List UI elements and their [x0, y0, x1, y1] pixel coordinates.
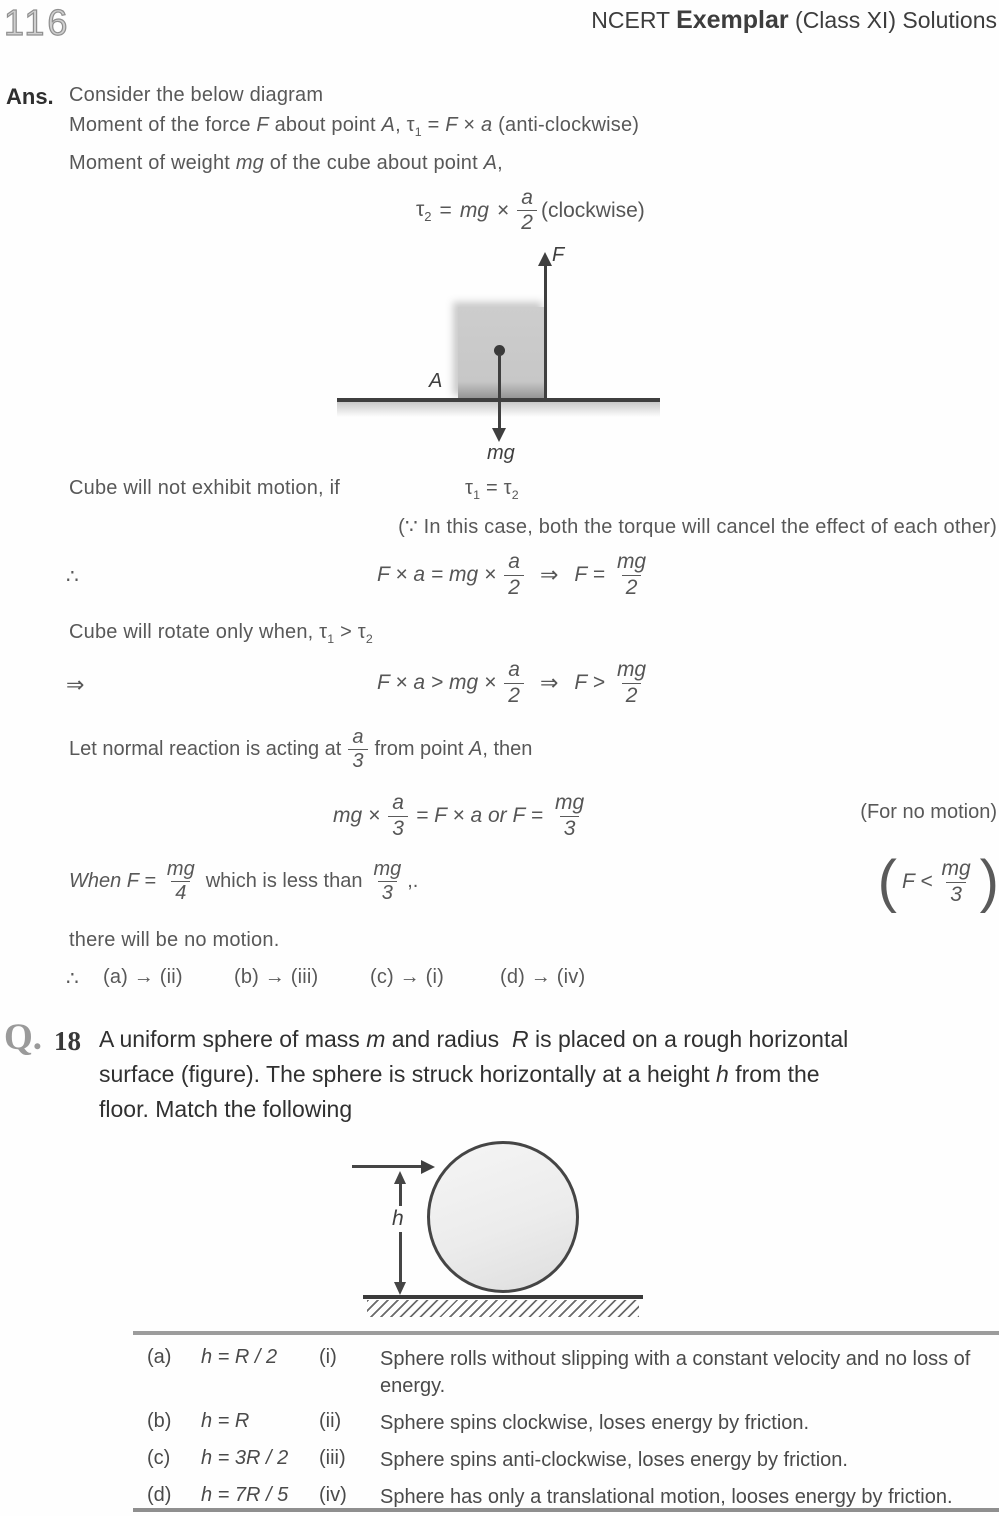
match-c: (c) → (i) [370, 966, 444, 988]
row-key: (a) [147, 1346, 172, 1368]
equation-rotate: F × a > mg × $\frac{a}{2}$ ⇒ F > $\frac{mg}{2}$ [377, 658, 647, 707]
row-key: (d) [147, 1484, 172, 1506]
question-label: Q. [4, 1017, 43, 1058]
question-line-2: surface (figure). The sphere is struck horizontally at a height h from the [99, 1061, 820, 1087]
line-rotate: Cube will rotate only when, $\tau_1 > \tau_2$ [69, 621, 373, 646]
row-roman: (iv) [319, 1484, 347, 1506]
strike-arrow-line [352, 1165, 424, 1168]
height-arrow-head-down [394, 1282, 406, 1295]
equation-balance: F × a = mg × $\frac{a}{2}$ ⇒ F = $\frac{mg}{2}$ [377, 550, 647, 599]
line-conclusion: there will be no motion. [69, 929, 280, 951]
row-equation: h = R / 2 [201, 1346, 278, 1368]
row-key: (c) [147, 1447, 171, 1469]
match-d: (d) → (iv) [500, 966, 586, 988]
equation-rotate-row [0, 654, 999, 714]
answer-matches-row: ∴ (a) → (ii) (b) → (iii) (c) → (i) (d) → (iv) [66, 966, 586, 990]
rough-ground-line [363, 1295, 643, 1299]
row-description: Sphere rolls without slipping with a constant velocity and no loss of energy. [380, 1348, 971, 1397]
tau-equality: $\tau_1 = \tau_2$ [465, 477, 519, 502]
ground-shadow [337, 402, 660, 417]
close-paren: ) [979, 848, 999, 914]
row-description: Sphere has only a translational motion, looses energy by friction. [380, 1486, 953, 1508]
answer-line-moment-force: Moment of the force F about point A, $\tau_1 = F \times a$ (anti-clockwise) [69, 114, 640, 139]
answer-line-moment-weight: Moment of weight mg of the cube about point A, [69, 152, 503, 174]
force-label: F [552, 244, 565, 266]
weight-arrow-head [492, 428, 506, 442]
equation-balance-row [0, 546, 999, 606]
ground-hatching [367, 1300, 639, 1317]
row-description: Sphere spins clockwise, loses energy by friction. [380, 1412, 810, 1434]
question-line-3: floor. Match the following [99, 1096, 353, 1122]
equation-normal: mg × $\frac{a}{3}$ = F × a or F = $\frac{mg}{3}$ [333, 791, 585, 840]
line-because: (∵ In this case, both the torque will cancel the effect of each other) [398, 516, 997, 538]
weight-label: mg [487, 442, 515, 464]
line-when: When F = $\frac{mg}{4}$ which is less than $\frac{mg}{3}$ ,. [69, 857, 419, 904]
answer-label: Ans. [6, 84, 54, 109]
force-arrow-line [544, 264, 547, 400]
row-key: (b) [147, 1410, 172, 1432]
row-roman: (ii) [319, 1410, 342, 1432]
height-arrow-head-up [394, 1171, 406, 1184]
corner-point-label: A [429, 370, 443, 392]
answer-line-consider: Consider the below diagram [69, 84, 324, 106]
row-description: Sphere spins anti-clockwise, loses energy by friction. [380, 1449, 848, 1471]
page-header-title [591, 6, 997, 35]
ground-line [337, 398, 660, 402]
strike-arrow-head [421, 1160, 435, 1174]
match-a: (a) → (ii) [103, 966, 183, 988]
row-equation: h = R [201, 1410, 250, 1432]
page-number: 116 [4, 2, 71, 43]
question-number: 18 [54, 1026, 81, 1056]
force-arrow-head [538, 252, 552, 266]
textbook-page: 116 NCERT Exemplar (Class XI) Solutions Ans. Consider the below diagram Moment of the force F about point A, $\tau_1 = F \times a$ (anti-clockwise) Moment of weight mg of the cube about point A, $\tau_2$ = mg × $\frac{a}{2}$ (clockwise) F mg A Cube will not exhibit motion, if $\tau_1 = \tau_2$ (∵ In this case, both the torque will cancel the effect of each other) ∴ F × a = mg × $\frac{a}{2}$ ⇒ F = $\frac{mg}{2}$ Cube will rotate only when, $\tau_1 > \tau_2$ ⇒ F × a > mg × $\frac{a}{2}$ ⇒ F > $\frac{mg}{2}$ Let normal reaction is acting at $\frac{a}{3}$ from point A, then mg × $\frac{a}{3}$ = F × a or F = $\frac{mg}{3}$ (For no motion) When F = $\frac{mg}{4}$ which is less than $\frac{mg}{3}$ ,. ( F < $\frac{mg}{3}$ ) there will be no motion. ∴ (a) → (ii) (b) → (iii) (c) → (i) (d) → (iv) Q. 18 A uniform sphere of mass m and radius R is placed on a rough horizontal surface (figure). The sphere is struck horizontally at a height h from the floor. Match the following h (a) h = R / 2 (i) Sphere rolls without slipping with a constant velocity and no loss of energy. (b) h = R (ii) Sphere spins clockwise, loses energy by friction. (c) h = 3R / 2 (iii) Sphere spins anti-clockwise, loses energy by friction. (d) h = 7R / 5 (iv) Sphere has only a translational motion, looses energy by friction. [0, 0, 999, 1516]
line-when-row [0, 850, 999, 916]
header-title-regular: NCERT [591, 7, 677, 33]
match-b: (b) → (iii) [234, 966, 319, 988]
weight-arrow-line [498, 354, 501, 430]
fraction-a-2: $\frac{a}{2}$ [517, 186, 537, 235]
height-label: h [389, 1206, 407, 1232]
for-no-motion-note: (For no motion) [860, 801, 997, 823]
table-bottom-rule [133, 1508, 999, 1512]
question-line-1: A uniform sphere of mass m and radius R is placed on a rough horizontal [99, 1026, 849, 1052]
table-top-rule [133, 1331, 999, 1335]
equation-tau2: $\tau_2$ = mg × $\frac{a}{2}$ (clockwise) [416, 186, 645, 235]
row-equation: h = 3R / 2 [201, 1447, 289, 1469]
equation-normal-row [0, 788, 999, 848]
cube-diagram [0, 240, 999, 470]
row-roman: (iii) [319, 1447, 346, 1469]
header-title-bold: Exemplar [676, 6, 789, 34]
sphere-diagram [0, 1130, 999, 1325]
row-equation: h = 7R / 5 [201, 1484, 289, 1506]
header-title-suffix: (Class XI) Solutions [788, 7, 997, 33]
height-arrow-line [399, 1176, 402, 1290]
row-roman: (i) [319, 1346, 337, 1368]
open-paren: ( [877, 848, 897, 914]
sphere-shape [427, 1141, 579, 1293]
implies-symbol: ⇒ [66, 672, 85, 697]
therefore-symbol: ∴ [66, 566, 79, 588]
line-normal-reaction: Let normal reaction is acting at $\frac{a}{3}$ from point A, then [69, 725, 533, 772]
condition-parenthetical: ( F < $\frac{mg}{3}$ ) [877, 848, 999, 914]
